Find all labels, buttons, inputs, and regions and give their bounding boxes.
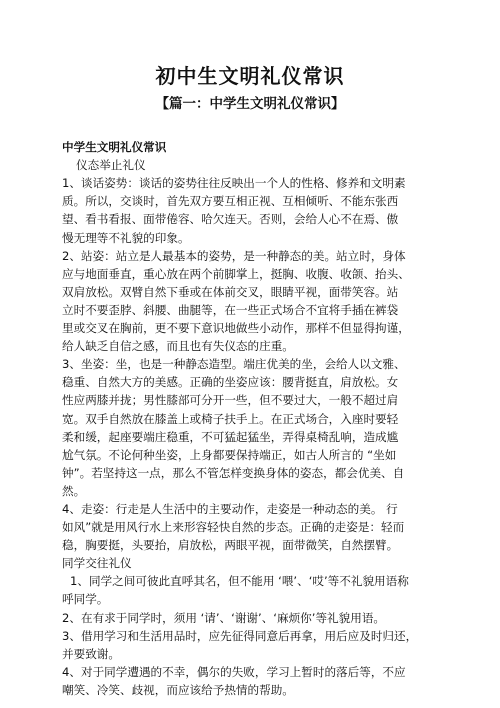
text-line: 4、走姿：行走是人生活中的主要动作，走姿是一种动态的美。 行 [62,501,398,516]
text-line: 应与地面垂直，重心放在两个前脚掌上，挺胸、收腹、收颌、抬头、 [62,266,410,281]
text-line: 尬气氛。不论何种坐姿，上身都要保持端正，如古人所言的 “坐如 [62,447,397,462]
document-subtitle: 【篇一：中学生文明礼仪常识】 [155,96,345,112]
text-line: 质。所以，交谈时，首先双方要互相正视、互相倾听、不能东张西 [62,194,399,209]
text-line: 2、在有求于同学时，须用 ‘请’、‘谢谢’、‘麻烦你’等礼貌用语。 [62,610,386,625]
text-line: 呼同学。 [62,592,109,607]
text-line: 钟”。若坚持这一点，那么不管怎样变换身体的姿态，都会优美、自 [62,465,405,480]
text-line: 同学交往礼仪 [62,556,132,571]
text-line: 4、对于同学遭遇的不幸，偶尔的失败，学习上暂时的落后等，不应 [62,664,406,679]
text-line: 立时不要歪脖、斜腰、曲腿等，在一些正式场合不宜将手插在裤袋 [62,302,399,317]
text-line: 嘲笑、冷笑、歧视，而应该给予热情的帮助。 [62,682,294,697]
text-line [62,120,452,138]
text-line: 稳重、自然大方的美感。正确的坐姿应该：腰背挺直，肩放松。女 [62,375,399,390]
text-line: 望、看书看报、面带倦容、哈欠连天。否则，会给人心不在焉、傲 [62,212,399,227]
document-body [62,120,452,699]
text-line: 如风”就是用风行水上来形容轻快自然的步态。正确的走姿是：轻而 [62,520,405,535]
text-line: 并要致谢。 [62,646,120,661]
text-line: 双肩放松。双臂自然下垂或在体前交叉，眼睛平视，面带笑容。站 [62,284,399,299]
text-line: 仪态举止礼仪 [76,158,146,173]
text-line: 给人缺乏自信之感，而且也有失仪态的庄重。 [62,339,294,354]
text-line: 然。 [62,483,86,498]
text-line: 慢无理等不礼貌的印象。 [62,230,190,245]
text-line: 3、坐姿：坐，也是一种静态造型。端庄优美的坐，会给人以文雅、 [62,357,406,372]
text-line: 2、站姿：站立是人最基本的姿势，是一种静态的美。站立时，身体 [62,248,406,263]
text-line: 柔和缓，起座要端庄稳重，不可猛起猛坐，弄得桌椅乱响，造成尴 [62,429,399,444]
document-title: 初中生文明礼仪常识 [155,64,345,88]
text-line: 3、借用学习和生活用品时，应先征得同意后再拿，用后应及时归还， [62,628,418,643]
section-heading: 中学生文明礼仪常识 [62,140,167,155]
text-line: 稳，胸要挺，头要抬，肩放松，两眼平视，面带微笑，自然摆臂。 [62,538,399,553]
text-line: 里或交叉在胸前，更不要下意识地做些小动作，那样不但显得拘谨， [62,321,410,336]
text-line: 1、同学之间可彼此直呼其名，但不能用 ‘喂’、‘哎’等不礼貌用语称 [70,574,409,589]
text-line: 1、谈话姿势：谈话的姿势往往反映出一个人的性格、修养和文明素 [62,176,406,191]
text-line: 宽。双手自然放在膝盖上或椅子扶手上。在正式场合，入座时要轻 [62,411,399,426]
text-line: 性应两膝并拢；男性膝部可分开一些，但不要过大，一般不超过肩 [62,393,399,408]
